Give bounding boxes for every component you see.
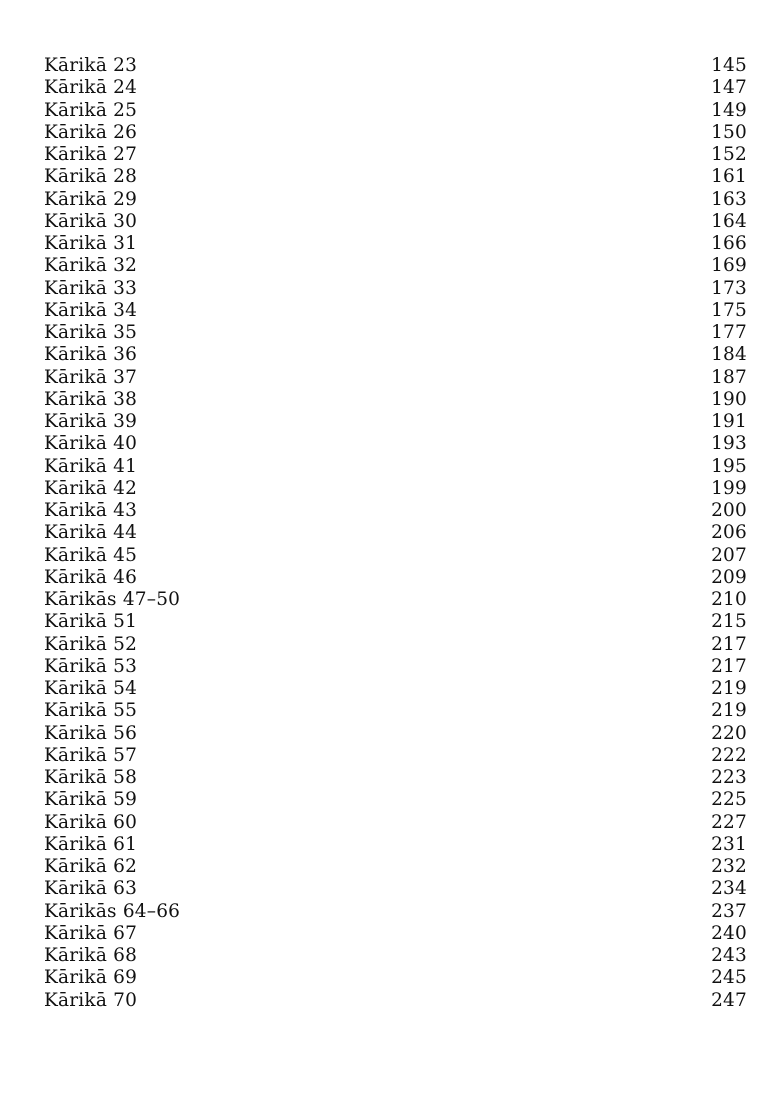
toc-entry[interactable]	[44, 545, 747, 567]
toc-entry-page-number: 220	[711, 722, 747, 744]
toc-entry-page-number: 163	[711, 188, 747, 210]
toc-entry-title: Kārikā 68	[44, 945, 138, 966]
toc-entry-title: Kārikā 31	[44, 233, 138, 254]
toc-entry-page-number: 231	[711, 833, 747, 855]
toc-entry-page-number: 149	[711, 99, 747, 121]
toc-entry-page-number: 169	[711, 255, 747, 277]
toc-entry[interactable]	[44, 367, 747, 389]
toc-entry-title: Kārikā 60	[44, 811, 138, 833]
toc-entry-page-number: 187	[711, 366, 747, 388]
toc-entry-title: Kārikā 23	[44, 55, 138, 76]
toc-entry-page-number: 166	[711, 233, 747, 254]
toc-entry-title: Kārikā 29	[44, 188, 138, 210]
toc-entry-page-number: 161	[711, 166, 747, 188]
toc-entry-page-number: 234	[711, 878, 747, 900]
toc-entry-title: Kārikā 37	[44, 366, 138, 388]
toc-entry[interactable]	[44, 834, 747, 856]
toc-entry-title: Kārikā 40	[44, 433, 138, 455]
table-of-contents	[44, 55, 747, 1012]
toc-entry-page-number: 150	[711, 121, 747, 143]
toc-entry-page-number: 225	[711, 789, 747, 811]
toc-entry-page-number: 223	[711, 767, 747, 788]
toc-entry-page-number: 199	[711, 477, 747, 499]
toc-entry-title: Kārikā 26	[44, 121, 138, 143]
toc-entry[interactable]	[44, 255, 747, 277]
toc-entry[interactable]	[44, 77, 747, 99]
toc-entry-page-number: 209	[711, 566, 747, 588]
toc-entry[interactable]	[44, 589, 747, 611]
toc-entry[interactable]	[44, 634, 747, 656]
toc-entry[interactable]	[44, 411, 747, 433]
toc-entry-page-number: 175	[711, 299, 747, 321]
toc-entry-page-number: 145	[711, 55, 747, 76]
toc-entry[interactable]	[44, 678, 747, 700]
toc-entry[interactable]	[44, 567, 747, 589]
toc-entry-page-number: 190	[711, 388, 747, 410]
toc-entry-page-number: 147	[711, 77, 747, 99]
toc-entry[interactable]	[44, 700, 747, 722]
toc-entry[interactable]	[44, 656, 747, 678]
toc-entry[interactable]	[44, 100, 747, 122]
toc-entry-page-number: 240	[711, 922, 747, 944]
toc-entry[interactable]	[44, 144, 747, 166]
toc-entry[interactable]	[44, 433, 747, 455]
toc-entry[interactable]	[44, 278, 747, 300]
toc-entry[interactable]	[44, 478, 747, 500]
toc-entry[interactable]	[44, 611, 747, 633]
toc-entry-page-number: 247	[711, 989, 747, 1011]
toc-entry-title: Kārikā 32	[44, 255, 138, 277]
toc-entry-page-number: 215	[711, 611, 747, 633]
toc-entry-title: Kārikā 35	[44, 322, 138, 343]
toc-entry[interactable]	[44, 856, 747, 878]
toc-entry[interactable]	[44, 723, 747, 745]
toc-entry-page-number: 222	[711, 744, 747, 766]
toc-entry-page-number: 227	[711, 811, 747, 833]
toc-entry[interactable]	[44, 945, 747, 967]
toc-entry[interactable]	[44, 878, 747, 900]
toc-entry-page-number: 173	[711, 277, 747, 299]
toc-entry-title: Kārikā 24	[44, 77, 138, 99]
toc-entry-page-number: 193	[711, 433, 747, 455]
toc-entry[interactable]	[44, 389, 747, 411]
toc-entry-page-number: 184	[711, 344, 747, 366]
toc-entry-title: Kārikā 55	[44, 700, 138, 722]
toc-entry[interactable]	[44, 166, 747, 188]
toc-entry[interactable]	[44, 812, 747, 834]
toc-entry-page-number: 243	[711, 945, 747, 966]
toc-entry[interactable]	[44, 789, 747, 811]
toc-entry-title: Kārikā 67	[44, 922, 138, 944]
toc-entry-title: Kārikā 52	[44, 633, 138, 655]
toc-entry-title: Kārikā 34	[44, 299, 138, 321]
toc-entry-page-number: 245	[711, 967, 747, 989]
toc-entry-title: Kārikās 64–66	[44, 900, 181, 922]
toc-entry-page-number: 177	[711, 322, 747, 343]
toc-entry-title: Kārikā 43	[44, 500, 138, 521]
toc-entry-title: Kārikā 69	[44, 967, 138, 989]
toc-entry-page-number: 195	[711, 455, 747, 477]
toc-entry-title: Kārikā 33	[44, 277, 138, 299]
toc-entry-title: Kārikā 56	[44, 722, 138, 744]
toc-entry-page-number: 217	[711, 633, 747, 655]
toc-entry[interactable]	[44, 322, 747, 344]
toc-entry[interactable]	[44, 344, 747, 366]
toc-entry[interactable]	[44, 55, 747, 77]
toc-entry-page-number: 207	[711, 544, 747, 566]
toc-entry-page-number: 152	[711, 144, 747, 165]
toc-entry-title: Kārikā 46	[44, 566, 138, 588]
toc-entry[interactable]	[44, 767, 747, 789]
toc-entry-title: Kārikā 41	[44, 455, 138, 477]
toc-entry[interactable]	[44, 122, 747, 144]
toc-entry-title: Kārikā 27	[44, 144, 138, 165]
toc-entry-title: Kārikā 54	[44, 678, 138, 699]
toc-entry-page-number: 219	[711, 700, 747, 722]
toc-entry-page-number: 237	[711, 900, 747, 922]
toc-entry-title: Kārikā 59	[44, 789, 138, 811]
toc-entry[interactable]	[44, 211, 747, 233]
toc-entry-title: Kārikā 25	[44, 99, 138, 121]
toc-entry-title: Kārikā 44	[44, 522, 138, 544]
toc-entry-title: Kārikā 28	[44, 166, 138, 188]
toc-entry[interactable]	[44, 233, 747, 255]
toc-entry[interactable]	[44, 500, 747, 522]
toc-entry[interactable]	[44, 923, 747, 945]
toc-entry-page-number: 232	[711, 856, 747, 877]
toc-entry[interactable]	[44, 967, 747, 989]
toc-entry-page-number: 219	[711, 678, 747, 699]
toc-entry-title: Kārikā 30	[44, 210, 138, 232]
toc-entry-title: Kārikā 57	[44, 744, 138, 766]
toc-entry-title: Kārikā 63	[44, 878, 138, 900]
toc-entry[interactable]	[44, 300, 747, 322]
toc-entry[interactable]	[44, 745, 747, 767]
toc-entry-title: Kārikā 38	[44, 388, 138, 410]
toc-entry-page-number: 191	[711, 411, 747, 432]
toc-entry-title: Kārikā 42	[44, 477, 138, 499]
toc-entry-page-number: 217	[711, 655, 747, 677]
toc-entry[interactable]	[44, 189, 747, 211]
toc-entry-title: Kārikā 53	[44, 655, 138, 677]
toc-entry-page-number: 210	[711, 589, 747, 610]
toc-entry-title: Kārikās 47–50	[44, 589, 181, 610]
toc-entry[interactable]	[44, 456, 747, 478]
toc-entry-title: Kārikā 62	[44, 856, 138, 877]
toc-entry-title: Kārikā 39	[44, 411, 138, 432]
toc-entry-page-number: 200	[711, 500, 747, 521]
toc-entry[interactable]	[44, 522, 747, 544]
toc-entry[interactable]	[44, 901, 747, 923]
toc-entry-page-number: 206	[711, 522, 747, 544]
toc-entry-title: Kārikā 36	[44, 344, 138, 366]
toc-entry-page-number: 164	[711, 210, 747, 232]
toc-entry-title: Kārikā 61	[44, 833, 138, 855]
toc-entry[interactable]	[44, 990, 747, 1012]
toc-entry-title: Kārikā 51	[44, 611, 138, 633]
toc-entry-title: Kārikā 58	[44, 767, 138, 788]
toc-entry-title: Kārikā 45	[44, 544, 138, 566]
toc-entry-title: Kārikā 70	[44, 989, 138, 1011]
